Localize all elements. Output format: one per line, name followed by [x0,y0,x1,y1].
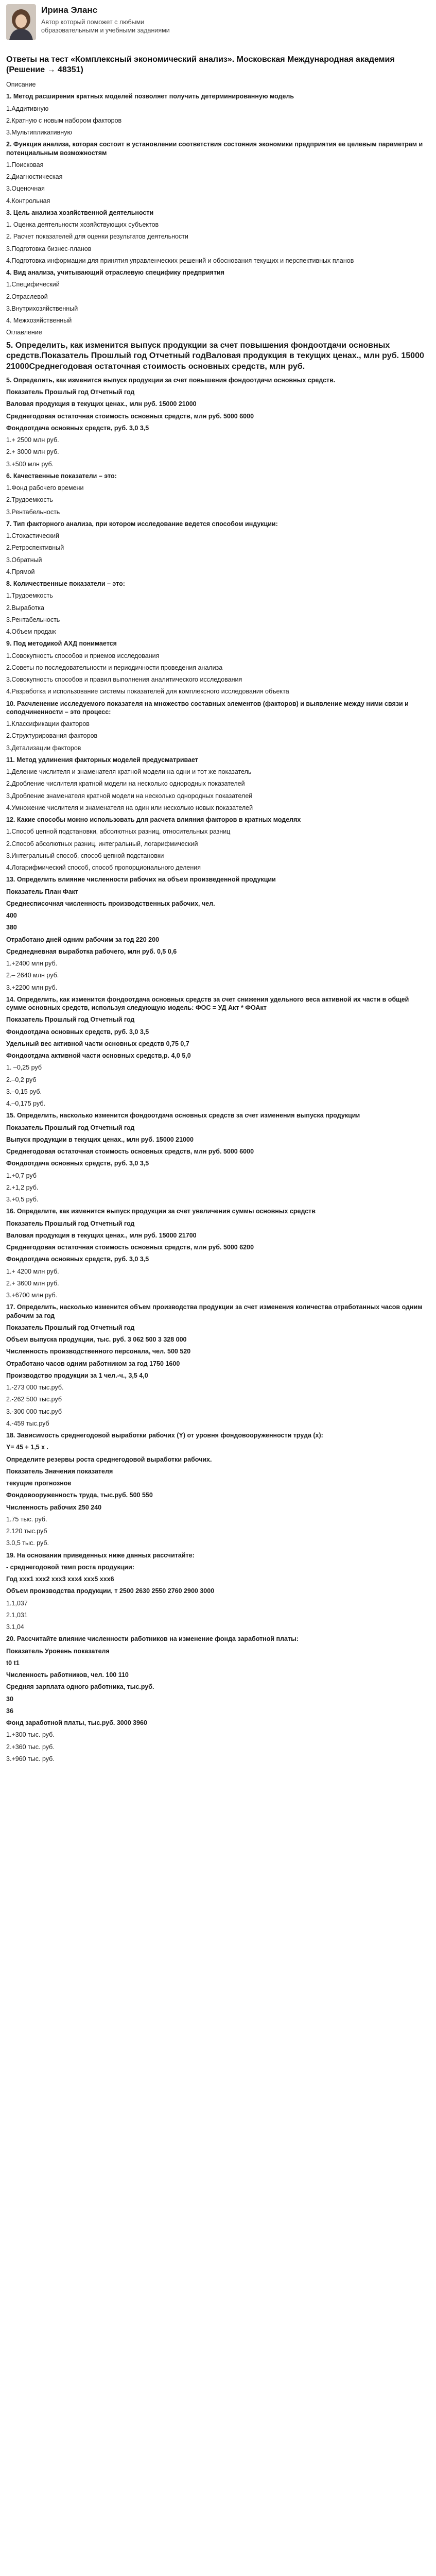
question-list [6,78,430,1765]
question-text: 8. Количественные показатели – это: [6,580,125,588]
answer-option: 3.+2200 млн руб. [6,984,58,991]
question-text: 15. Определить, насколько изменится фондоотдача основных средств за счет изменения выпуска продукции [6,1112,360,1120]
answer-option: 1.+0,7 руб [6,1172,37,1179]
question-text: 16. Определите, как изменится выпуск продукции за счет увеличения суммы основных средств [6,1208,316,1215]
answer-option: 3.+960 тыс. руб. [6,1755,55,1762]
answer-option: 2.Кратную с новым набором факторов [6,116,122,124]
question-text: 19. На основании приведенных ниже данных рассчитайте: [6,1551,195,1559]
answer-option: 2.Отраслевой [6,293,48,300]
question-text: - среднегодовой темп роста продукции: [6,1563,134,1571]
answer-option: 2.Диагностическая [6,173,63,180]
question-text: Численность работников, чел. 100 110 [6,1671,129,1679]
author-name[interactable]: Ирина Эланс [41,5,98,15]
answer-option: 1. –0,25 руб [6,1064,42,1072]
label-text: Описание [6,81,36,88]
answer-option: 3.+0,5 руб. [6,1196,39,1204]
question-text: Показатель Прошлый год Отчетный год [6,1324,135,1331]
document-title: Ответы на тест «Комплексный экономический анализ». Московская Международная академия (Решение → 48351) [6,55,395,74]
answer-option: 3.1,04 [6,1623,24,1631]
answer-option: 4.Подготовка информации для принятия управленческих решений и обоснования текущих и перспективных планов [6,257,354,264]
question-text: Отработано часов одним работником за год 1750 1600 [6,1360,180,1367]
answer-option: 2.–0,2 руб [6,1076,37,1083]
question-text: Среднедневная выработка рабочего, млн руб. 0,5 0,6 [6,947,177,955]
answer-option: 1.Трудоемкость [6,592,53,600]
question-text: Средняя зарплата одного работника, тыс.руб. [6,1683,154,1691]
answer-option: 2.+360 тыс. руб. [6,1743,55,1751]
answer-option: 1.+ 2500 млн руб. [6,436,59,444]
question-text: Фондоотдача основных средств, руб. 3,0 3,5 [6,1256,149,1263]
answer-option: 2.+ 3000 млн руб. [6,448,59,456]
answer-option: 1.-273 000 тыс.руб. [6,1384,64,1392]
answer-option: 4.Логарифмический способ, способ пропорционального деления [6,864,201,872]
question-text: Показатель Значения показателя [6,1467,113,1475]
question-text: Показатель План Факт [6,888,79,895]
section-heading: 5. Определить, как изменится выпуск продукции за счет повышения фондоотдачи основных средств.Показатель Прошлый год Отчетный годВаловая продукция в текущих ценах., млн руб. 15000 21000Среднегодовая остаточная стоимость основных средств, млн руб. [6,341,424,371]
question-text: 7. Тип факторного анализа, при котором исследование ведется способом индукции: [6,520,278,528]
question-text: Фондовооруженность труда, тыс.руб. 500 550 [6,1492,153,1499]
question-text: 30 [6,1695,13,1703]
answer-option: 3.Рентабельность [6,508,60,516]
question-text: Фонд заработной платы, тыс.руб. 3000 3960 [6,1719,147,1727]
answer-option: 1.Деление числителя и знаменателя кратной модели на одни и тот же показатель [6,768,252,776]
question-text: 17. Определить, насколько изменится объем производства продукции за счет изменения количества отработанных часов одним рабочим за год [6,1303,423,1319]
question-text: 2. Функция анализа, которая состоит в установлении соответствия состояния экономики предприятия ее целевым параметрам и потенциальным возможностям [6,141,423,157]
answer-option: 3.Мультипликативную [6,129,72,136]
question-text: 1. Метод расширения кратных моделей позволяет получить детерминированную модель [6,93,294,100]
answer-option: 3.Совокупность способов и правил выполнения аналитического исследования [6,676,242,684]
answer-option: 4.Контрольная [6,197,50,205]
question-text: Валовая продукция в текущих ценах., млн руб. 15000 21700 [6,1231,197,1239]
question-text: 10. Расчленение исследуемого показателя на множество составных элементов (факторов) и выявление между ними связи и соподчиненности – это процесс: [6,700,409,716]
question-text: Объем выпуска продукции, тыс. руб. 3 062 500 3 328 000 [6,1336,187,1344]
question-text: Среднегодовая остаточная стоимость основных средств, млн руб. 5000 6000 [6,1148,254,1156]
answer-option: 1.Способ цепной подстановки, абсолютных разниц, относительных разниц [6,828,231,836]
author-card[interactable] [6,3,430,55]
question-text: 11. Метод удлинения факторных моделей предусматривает [6,756,198,764]
question-text: Показатель Уровень показателя [6,1647,110,1655]
label-text: Оглавление [6,329,42,336]
answer-option: 1.Аддитивную [6,105,49,112]
question-text: Год ххх1 ххх2 ххх3 ххх4 ххх5 ххх6 [6,1575,114,1583]
question-text: Объем производства продукции, т 2500 2630 2550 2760 2900 3000 [6,1587,215,1595]
question-text: Фондоотдача основных средств, руб. 3,0 3,5 [6,1160,149,1167]
answer-option: 2.Советы по последовательности и периодичности проведения анализа [6,664,223,671]
answer-option: 2.Способ абсолютных разниц, интегральный, логарифмический [6,840,198,848]
question-text: Показатель Прошлый год Отчетный год [6,388,135,396]
question-text: t0 t1 [6,1659,20,1667]
answer-option: 2.1,031 [6,1611,28,1619]
question-text: Выпуск продукции в текущих ценах., млн руб. 15000 21000 [6,1136,194,1143]
answer-option: 1.Стохастический [6,532,60,540]
question-text: Показатель Прошлый год Отчетный год [6,1016,135,1024]
answer-option: 1.+2400 млн руб. [6,960,58,968]
question-text: Y= 45 + 1,5 х . [6,1444,49,1451]
answer-option: 2.Ретроспективный [6,544,64,552]
question-text: Показатель Прошлый год Отчетный год [6,1124,135,1131]
answer-option: 4.Умножение числителя и знаменателя на один или несколько новых показателей [6,804,253,811]
answer-option: 2.-262 500 тыс.руб [6,1396,62,1403]
question-text: Удельный вес активной части основных средств 0,75 0,7 [6,1040,189,1047]
question-text: 5. Определить, как изменится выпуск продукции за счет повышения фондоотдачи основных средств. [6,376,336,384]
question-text: Фондоотдача основных средств, руб. 3,0 3,5 [6,1028,149,1036]
question-text: 3. Цель анализа хозяйственной деятельности [6,209,154,216]
answer-option: 3.Подготовка бизнес-планов [6,245,92,252]
answer-option: 3.Обратный [6,556,42,564]
answer-option: 1.+ 4200 млн руб. [6,1267,59,1275]
question-text: текущие прогнозное [6,1480,72,1487]
question-text: 13. Определить влияние численности рабочих на объем произведенной продукции [6,876,276,884]
author-avatar[interactable] [6,4,36,40]
answer-option: 2.– 2640 млн руб. [6,972,59,979]
answer-option: 4. Межхозяйственный [6,317,72,324]
answer-option: 2.120 тыс.руб [6,1528,47,1535]
answer-option: 4.Объем продаж [6,628,56,636]
question-text: 9. Под методикой АХД понимается [6,640,117,648]
answer-option: 4.Прямой [6,568,35,575]
answer-option: 1.Совокупность способов и приемов исследования [6,652,160,659]
question-text: Производство продукции за 1 чел.-ч., 3,5 4,0 [6,1371,148,1379]
question-text: Среднегодовая остаточная стоимость основных средств, млн руб. 5000 6000 [6,412,254,420]
answer-option: 3.+500 млн руб. [6,460,54,468]
question-text: 400 [6,912,17,920]
question-text: 380 [6,924,17,931]
answer-option: 3.+6700 млн руб. [6,1292,58,1299]
answer-option: 4.–0,175 руб. [6,1100,45,1108]
question-text: Определите резервы роста среднегодовой выработки рабочих. [6,1455,212,1463]
question-text: 6. Качественные показатели – это: [6,472,117,480]
answer-option: 1.1,037 [6,1599,28,1607]
answer-option: 3.Оценочная [6,185,45,193]
question-text: 4. Вид анализа, учитывающий отраслевую специфику предприятия [6,269,224,276]
answer-option: 3.Дробление знаменателя кратной модели на несколько однородных показателей [6,792,253,800]
answer-option: 1.Специфический [6,281,60,289]
question-text: Фондоотдача основных средств, руб. 3,0 3,5 [6,424,149,432]
question-text: 12. Какие способы можно использовать для расчета влияния факторов в кратных моделях [6,816,301,824]
answer-option: 1.Фонд рабочего времени [6,484,84,492]
question-text: Отработано дней одним рабочим за год 220 200 [6,936,160,943]
answer-option: 1.Классификации факторов [6,720,90,728]
question-text: 20. Рассчитайте влияние численности работников на изменение фонда заработной платы: [6,1635,299,1643]
question-text: Фондоотдача активной части основных средств,р. 4,0 5,0 [6,1052,191,1060]
question-text: Численность рабочих 250 240 [6,1503,102,1511]
question-text: 36 [6,1707,13,1715]
answer-option: 1.75 тыс. руб. [6,1515,47,1523]
answer-option: 3.Интегральный способ, способ цепной подстановки [6,852,164,859]
answer-option: 2.Дробление числителя кратной модели на несколько однородных показателей [6,780,245,788]
question-text: 18. Зависимость среднегодовой выработки рабочих (Y) от уровня фондовооруженности труда (x): [6,1432,323,1439]
answer-option: 2.+ 3600 млн руб. [6,1279,59,1287]
answer-option: 1. Оценка деятельности хозяйствующих субъектов [6,221,159,228]
answer-option: 3.Внутрихозяйственный [6,304,78,312]
answer-option: 1.Поисковая [6,161,44,168]
answer-option: 2.+1,2 руб. [6,1183,39,1191]
answer-option: 1.+300 тыс. руб. [6,1731,55,1739]
answer-option: 2.Структурирования факторов [6,732,98,740]
question-text: Показатель Прошлый год Отчетный год [6,1219,135,1227]
question-text: Среднегодовая остаточная стоимость основных средств, млн руб. 5000 6200 [6,1244,254,1251]
answer-option: 3.Рентабельность [6,616,60,623]
question-text: Валовая продукция в текущих ценах., млн руб. 15000 21000 [6,400,197,408]
answer-option: 2.Трудоемкость [6,496,53,504]
question-text: Среднесписочная численность производственных рабочих, чел. [6,900,215,907]
author-bio: Автор который поможет с любыми образовательными и учебными заданиями [41,19,170,34]
answer-option: 4.Разработка и использование системы показателей для комплексного исследования объекта [6,688,289,696]
answer-option: 3.0,5 тыс. руб. [6,1539,49,1547]
answer-option: 3.Детализации факторов [6,744,81,752]
author-info [41,3,196,35]
answer-option: 3.–0,15 руб. [6,1088,42,1095]
question-text: 14. Определить, как изменится фондоотдача основных средств за счет снижения удельного веса активной их части в общей сумме основных средств, используя следующую модель: ФОС = УД Акт * ФОАкт [6,995,409,1012]
answer-option: 2. Расчет показателей для оценки результатов деятельности [6,233,188,241]
answer-option: 4.-459 тыс.руб [6,1419,49,1427]
answer-option: 3.-300 000 тыс.руб [6,1408,62,1415]
question-text: Численность производственного персонала, чел. 500 520 [6,1348,191,1355]
answer-option: 2.Выработка [6,604,44,612]
